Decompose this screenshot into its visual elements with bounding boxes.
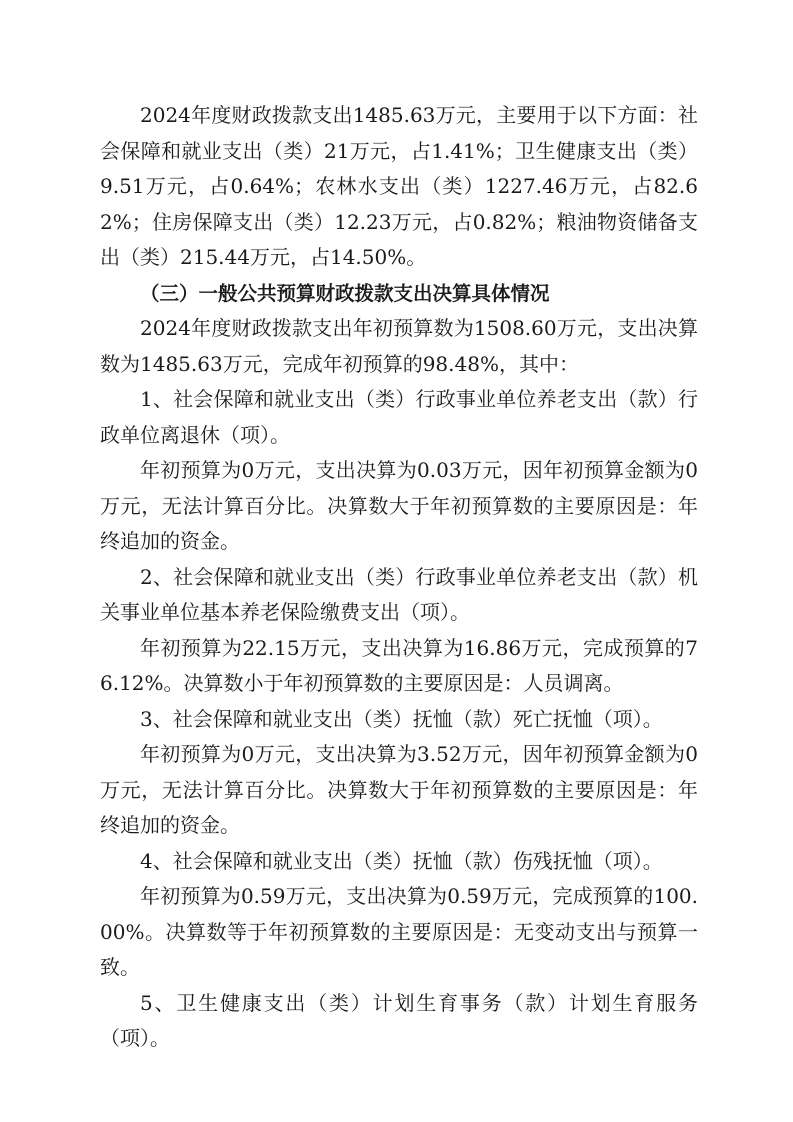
item-2-title: 2、社会保障和就业支出（类）行政事业单位养老支出（款）机关事业单位基本养老保险缴费支出（项）。	[100, 564, 698, 624]
section-heading: （三）一般公共预算财政拨款支出决算具体情况	[140, 281, 550, 305]
paragraph-expenditure-summary: 2024年度财政拨款支出1485.63万元，主要用于以下方面：社会保障和就业支出（类）21万元，占1.41%；卫生健康支出（类）9.51万元，占0.64%；农林水支出（类）1227.46万元，占82.62%；住房保障支出（类）12.23万元，占0.82%；粮油物资储备支出（类）215.44万元，占14.50%。	[100, 103, 698, 269]
document-body	[100, 98, 698, 1057]
paragraph-budget-overview: 2024年度财政拨款支出年初预算数为1508.60万元，支出决算数为1485.63万元，完成年初预算的98.48%，其中：	[100, 316, 698, 376]
item-5-title: 5、卫生健康支出（类）计划生育事务（款）计划生育服务（项）。	[100, 990, 698, 1050]
item-4-title: 4、社会保障和就业支出（类）抚恤（款）伤残抚恤（项）。	[140, 848, 663, 873]
item-2-detail: 年初预算为22.15万元，支出决算为16.86万元，完成预算的76.12%。决算数小于年初预算数的主要原因是：人员调离。	[100, 635, 698, 695]
item-4-detail: 年初预算为0.59万元，支出决算为0.59万元，完成预算的100.00%。决算数等于年初预算数的主要原因是：无变动支出与预算一致。	[100, 884, 698, 979]
item-3-detail: 年初预算为0万元，支出决算为3.52万元，因年初预算金额为0万元，无法计算百分比。决算数大于年初预算数的主要原因是：年终追加的资金。	[100, 742, 698, 837]
item-1-title: 1、社会保障和就业支出（类）行政事业单位养老支出（款）行政单位离退休（项）。	[100, 387, 698, 447]
item-1-detail: 年初预算为0万元，支出决算为0.03万元，因年初预算金额为0万元，无法计算百分比。决算数大于年初预算数的主要原因是：年终追加的资金。	[100, 458, 698, 553]
item-3-title: 3、社会保障和就业支出（类）抚恤（款）死亡抚恤（项）。	[140, 706, 663, 731]
